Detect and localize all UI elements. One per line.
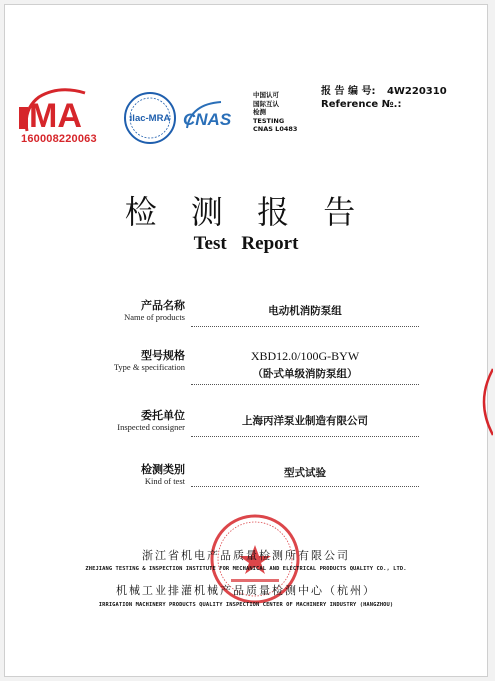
test-kind-label-en: Kind of test	[144, 476, 185, 486]
consigner-value	[191, 414, 419, 428]
ilac-mra-logo	[123, 91, 177, 145]
field-underline	[191, 326, 419, 327]
product-name-label	[35, 299, 185, 323]
mutual-line: 检测	[253, 108, 266, 117]
type-spec-value	[191, 349, 419, 381]
mutual-line: CNAS L0483	[253, 125, 298, 134]
report-number-label: 报 告 编 号:	[321, 86, 376, 97]
mutual-recognition-text	[253, 91, 297, 134]
report-number-value: 4W220310	[386, 86, 447, 97]
product-name-text: 电动机消防泵组	[268, 305, 342, 317]
mutual-line: TESTING	[253, 116, 285, 125]
type-spec-description: （卧式单级消防泵组）	[252, 368, 358, 380]
cnas-logo-text: CNAS	[183, 110, 232, 129]
product-name-label-en: Name of products	[124, 312, 185, 322]
issuer-name-en: ZHEJIANG TESTING & INSPECTION INSTITUTE FOR MECHANICAL AND ELECTRICAL PRODUCTS QUALITY CO., LTD.	[85, 566, 407, 572]
consigner-label-en: Inspected consigner	[117, 422, 185, 432]
consigner-label	[35, 409, 185, 433]
ilac-logo-text: ilac-MRA	[129, 113, 171, 124]
center-name-cn: 机械工业排灌机械产品质量检测中心（杭州）	[116, 584, 376, 597]
test-kind-label-cn: 检测类别	[141, 463, 185, 476]
consigner-text: 上海丙洋泵业制造有限公司	[242, 415, 368, 427]
consigner-label-cn: 委托单位	[141, 409, 185, 422]
type-spec-label-cn: 型号规格	[141, 349, 185, 362]
edge-seal-fragment	[479, 367, 493, 437]
page-title-en: Test Report	[193, 233, 299, 254]
report-number-block	[321, 85, 447, 111]
test-kind-label	[35, 463, 185, 487]
mutual-line: 中国认可	[253, 91, 279, 99]
product-name-label-cn: 产品名称	[141, 299, 185, 312]
issuer-name-cn: 浙江省机电产品质量检测所有限公司	[142, 549, 350, 562]
page-title-cn: 检 测 报 告	[124, 193, 368, 231]
type-spec-label-en: Type & specification	[113, 362, 185, 372]
test-kind-text: 型式试验	[284, 467, 326, 479]
product-name-value	[191, 304, 419, 318]
cnas-logo	[181, 98, 245, 134]
report-cover-page	[4, 4, 488, 677]
field-underline	[191, 486, 419, 487]
type-spec-model: XBD12.0/100G-BYW	[250, 349, 360, 363]
mutual-line: 国际互认	[253, 99, 279, 108]
test-kind-value	[191, 466, 419, 480]
center-name-en: IRRIGATION MACHINERY PRODUCTS QUALITY INSPECTION CENTER OF MACHINERY INDUSTRY (HANGZHOU)	[98, 602, 394, 608]
cma-logo-text: MA	[29, 97, 82, 135]
cma-number: 160008220063	[21, 133, 97, 145]
field-underline	[191, 436, 419, 437]
field-underline	[191, 384, 419, 385]
type-spec-label	[35, 349, 185, 373]
report-number-label-en: Reference №.:	[321, 99, 402, 110]
